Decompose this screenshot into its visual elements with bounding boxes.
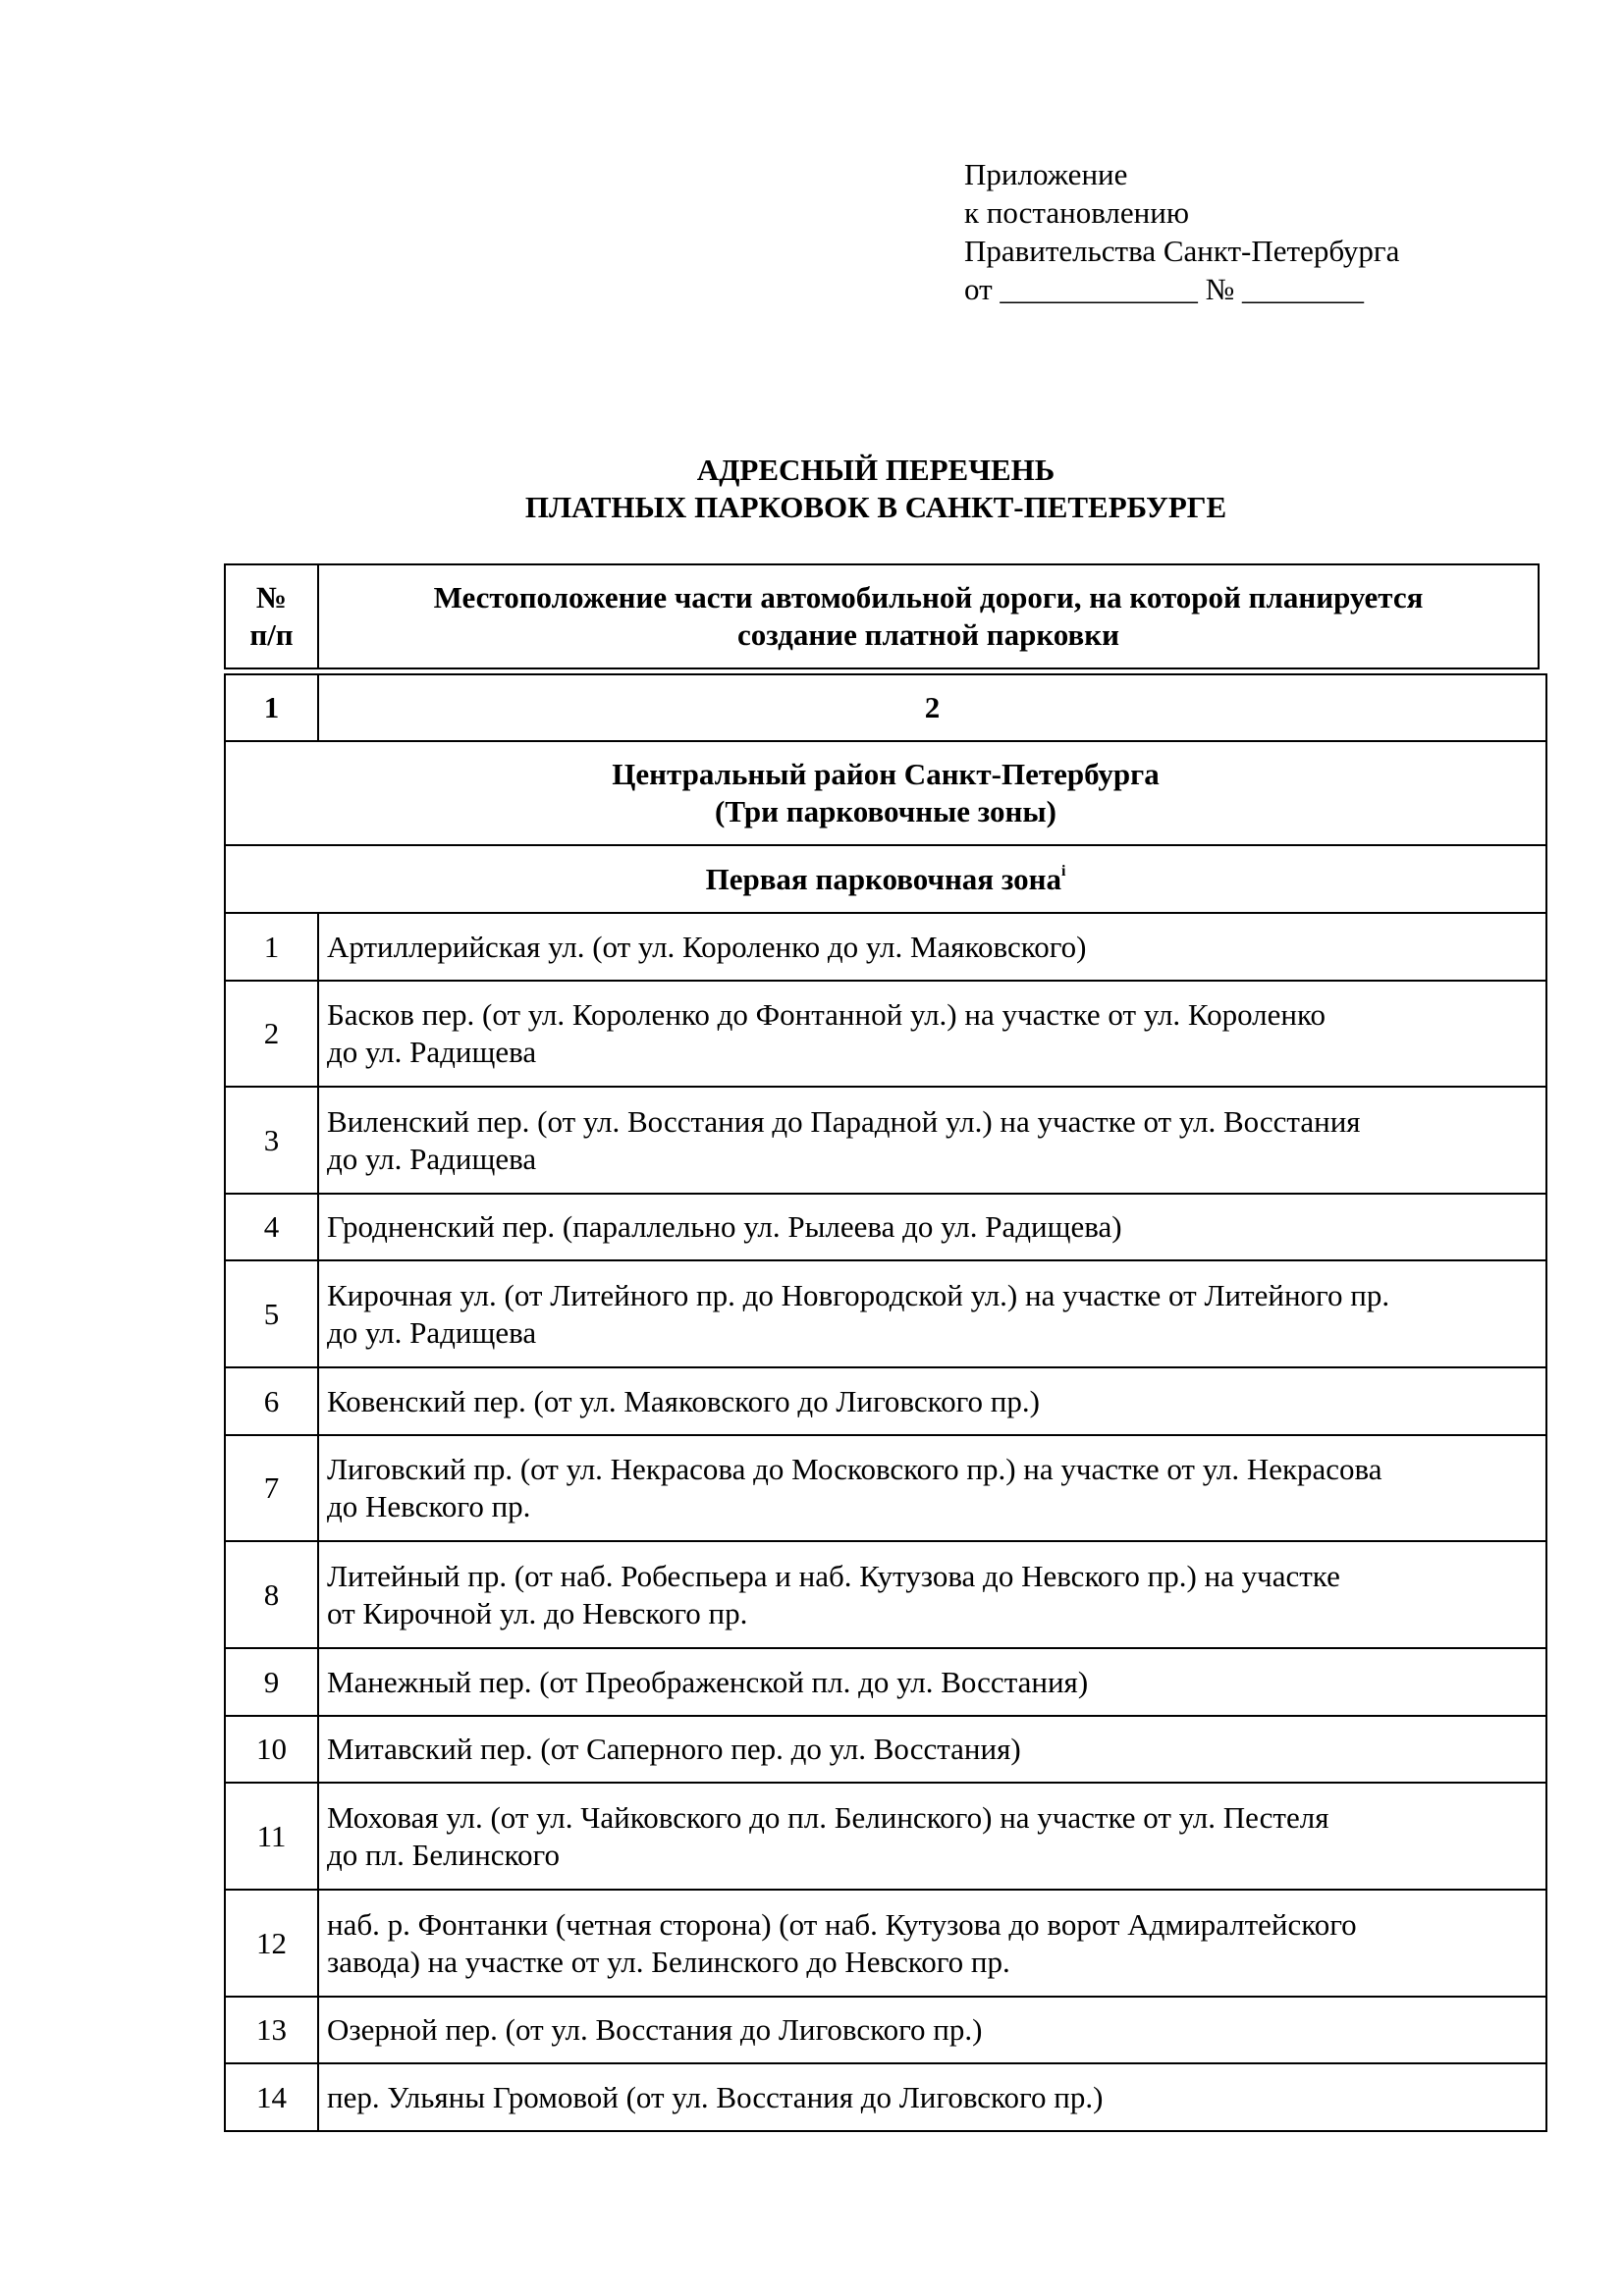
row-number: 6 bbox=[225, 1367, 318, 1435]
district-line-2: (Три парковочные зоны) bbox=[715, 794, 1056, 828]
table-row bbox=[225, 1541, 1546, 1648]
row-location bbox=[318, 1997, 1546, 2063]
column-number-row bbox=[225, 674, 1546, 741]
district-row bbox=[225, 741, 1546, 845]
appendix-line-3: Правительства Санкт-Петербурга bbox=[964, 234, 1400, 268]
table-row bbox=[225, 2063, 1546, 2131]
row-location-line-2: до ул. Радищева bbox=[327, 1314, 537, 1350]
address-table bbox=[224, 673, 1547, 2132]
row-location-line-1: Ковенский пер. (от ул. Маяковского до Лиговского пр.) bbox=[327, 1383, 1040, 1418]
row-location-line-1: Озерной пер. (от ул. Восстания до Лиговского пр.) bbox=[327, 2012, 983, 2047]
row-number: 7 bbox=[225, 1435, 318, 1541]
appendix-block bbox=[964, 155, 1399, 308]
district-cell bbox=[225, 741, 1546, 845]
table-row bbox=[225, 1648, 1546, 1716]
zone-label: Первая парковочная зона bbox=[705, 861, 1061, 896]
row-location-line-2: завода) на участке от ул. Белинского до Невского пр. bbox=[327, 1944, 1010, 1979]
document-title bbox=[0, 452, 1624, 526]
row-location-line-1: Гродненский пер. (параллельно ул. Рылеева до ул. Радищева) bbox=[327, 1209, 1122, 1244]
table-row bbox=[225, 1716, 1546, 1783]
row-location-line-1: Кирочная ул. (от Литейного пр. до Новгородской ул.) на участке от Литейного пр. bbox=[327, 1277, 1390, 1312]
row-location-line-1: пер. Ульяны Громовой (от ул. Восстания до Лиговского пр.) bbox=[327, 2079, 1104, 2114]
appendix-line-1: Приложение bbox=[964, 157, 1128, 191]
row-location-line-1: Виленский пер. (от ул. Восстания до Парадной ул.) на участке от ул. Восстания bbox=[327, 1103, 1361, 1139]
zone-footnote-mark: i bbox=[1060, 862, 1066, 880]
row-location-line-1: Басков пер. (от ул. Короленко до Фонтанной ул.) на участке от ул. Короленко bbox=[327, 997, 1326, 1032]
table-row bbox=[225, 1367, 1546, 1435]
row-number: 14 bbox=[225, 2063, 318, 2131]
table-row bbox=[225, 1435, 1546, 1541]
table-header bbox=[224, 563, 1540, 669]
row-number: 1 bbox=[225, 913, 318, 981]
zone-cell bbox=[225, 845, 1546, 913]
row-number: 4 bbox=[225, 1194, 318, 1260]
table-row bbox=[225, 1890, 1546, 1997]
row-location bbox=[318, 1783, 1546, 1890]
row-location bbox=[318, 2063, 1546, 2131]
header-location-line-2: создание платной парковки bbox=[737, 617, 1119, 652]
title-line-2: ПЛАТНЫХ ПАРКОВОК В САНКТ-ПЕТЕРБУРГЕ bbox=[524, 490, 1227, 524]
row-location bbox=[318, 1260, 1546, 1367]
table-row bbox=[225, 981, 1546, 1087]
row-number: 11 bbox=[225, 1783, 318, 1890]
header-location-line-1: Местоположение части автомобильной дороги, на которой планируется bbox=[433, 580, 1424, 614]
table-row bbox=[225, 1260, 1546, 1367]
appendix-line-2: к постановлению bbox=[964, 195, 1190, 230]
row-number: 2 bbox=[225, 981, 318, 1087]
row-location bbox=[318, 981, 1546, 1087]
row-location bbox=[318, 1716, 1546, 1783]
row-location bbox=[318, 913, 1546, 981]
row-location-line-2: до ул. Радищева bbox=[327, 1035, 537, 1069]
row-location-line-2: до ул. Радищева bbox=[327, 1141, 537, 1176]
table-row bbox=[225, 913, 1546, 981]
row-location-line-1: наб. р. Фонтанки (четная сторона) (от наб. Кутузова до ворот Адмиралтейского bbox=[327, 1906, 1357, 1942]
zone-row bbox=[225, 845, 1546, 913]
row-location bbox=[318, 1367, 1546, 1435]
title-line-1: АДРЕСНЫЙ ПЕРЕЧЕНЬ bbox=[696, 453, 1056, 487]
row-location bbox=[318, 1648, 1546, 1716]
row-location-line-1: Моховая ул. (от ул. Чайковского до пл. Белинского) на участке от ул. Пестеля bbox=[327, 1799, 1329, 1835]
row-location-line-1: Манежный пер. (от Преображенской пл. до ул. Восстания) bbox=[327, 1664, 1089, 1699]
row-location-line-2: до пл. Белинского bbox=[327, 1837, 560, 1872]
row-location bbox=[318, 1890, 1546, 1997]
header-number-line-1: № bbox=[255, 580, 288, 614]
row-location bbox=[318, 1541, 1546, 1648]
row-number: 10 bbox=[225, 1716, 318, 1783]
row-location bbox=[318, 1087, 1546, 1194]
row-number: 9 bbox=[225, 1648, 318, 1716]
row-number: 5 bbox=[225, 1260, 318, 1367]
row-location-line-1: Литейный пр. (от наб. Робеспьера и наб. Кутузова до Невского пр.) на участке bbox=[327, 1558, 1340, 1593]
header-number-cell bbox=[225, 564, 318, 668]
district-line-1: Центральный район Санкт-Петербурга bbox=[612, 757, 1160, 791]
row-location-line-1: Лиговский пр. (от ул. Некрасова до Московского пр.) на участке от ул. Некрасова bbox=[327, 1452, 1382, 1486]
row-number: 8 bbox=[225, 1541, 318, 1648]
row-number: 12 bbox=[225, 1890, 318, 1997]
row-number: 13 bbox=[225, 1997, 318, 2063]
row-location-line-2: до Невского пр. bbox=[327, 1489, 531, 1523]
header-number-line-2: п/п bbox=[249, 617, 294, 652]
table-row bbox=[225, 1783, 1546, 1890]
row-location-line-1: Артиллерийская ул. (от ул. Короленко до ул. Маяковского) bbox=[327, 929, 1087, 964]
row-location-line-2: от Кирочной ул. до Невского пр. bbox=[327, 1595, 748, 1630]
table-row bbox=[225, 1087, 1546, 1194]
row-location-line-1: Митавский пер. (от Саперного пер. до ул. Восстания) bbox=[327, 1732, 1021, 1766]
table-row bbox=[225, 1194, 1546, 1260]
column-number-1: 1 bbox=[225, 674, 318, 741]
row-location bbox=[318, 1194, 1546, 1260]
row-location bbox=[318, 1435, 1546, 1541]
header-location-cell bbox=[318, 564, 1539, 668]
table-row bbox=[225, 1997, 1546, 2063]
column-number-2: 2 bbox=[318, 674, 1546, 741]
row-number: 3 bbox=[225, 1087, 318, 1194]
appendix-line-4: от _____________ № ________ bbox=[964, 272, 1364, 306]
